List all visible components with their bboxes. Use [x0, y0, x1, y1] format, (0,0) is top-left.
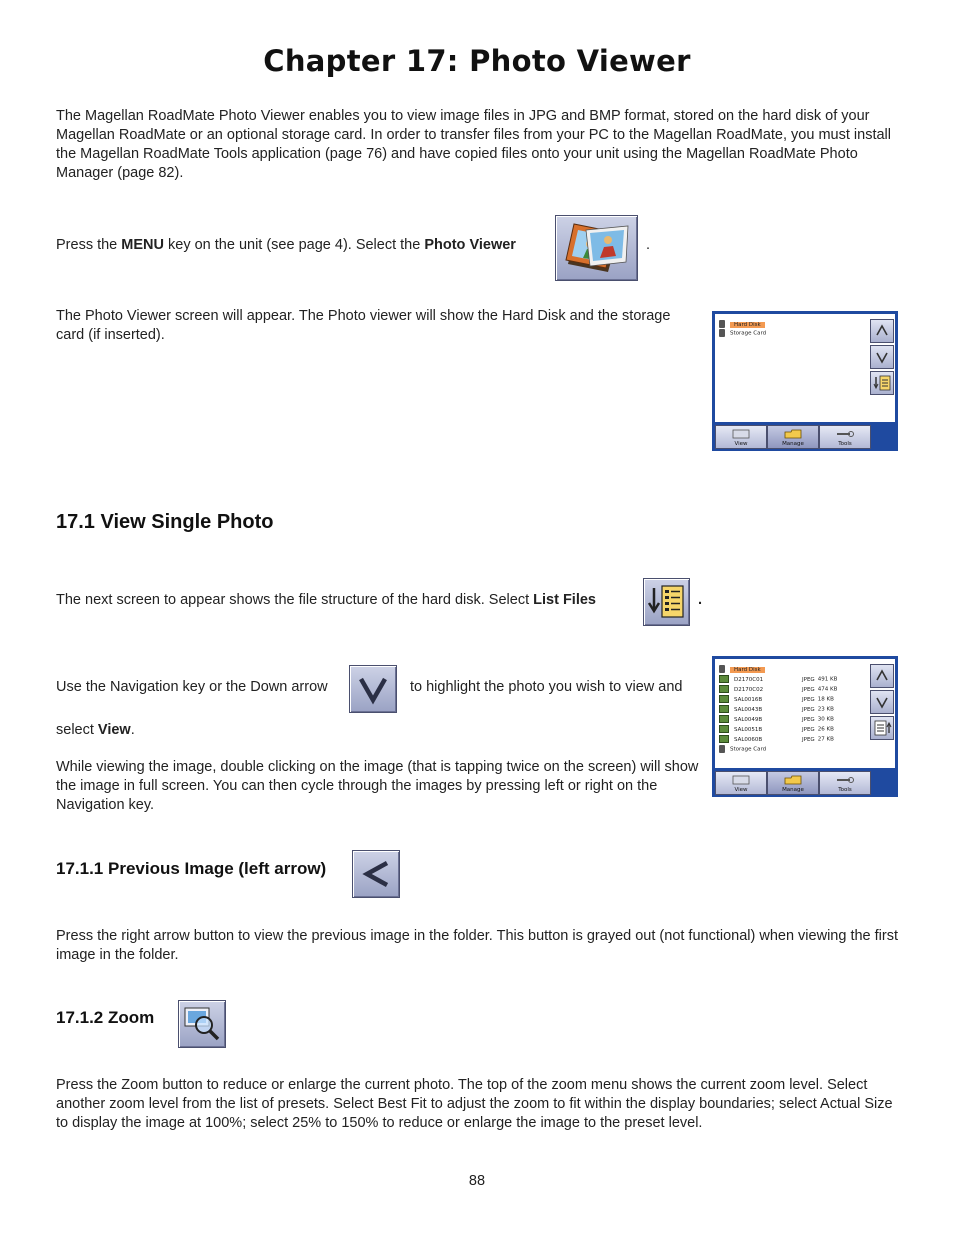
list-files-button[interactable] — [870, 371, 894, 395]
image-file-icon — [719, 695, 729, 703]
toolbar-tools-button[interactable]: Tools — [819, 425, 871, 449]
toolbar-manage-button[interactable]: Manage — [767, 425, 819, 449]
next-screen-end: . — [698, 592, 703, 608]
drive-list — [715, 314, 895, 422]
list-item-hard-disk[interactable]: Hard Disk — [719, 320, 765, 328]
list-files-label: List Files — [533, 592, 596, 608]
file-row[interactable]: SAL0049B JPEG 30 KB — [719, 715, 834, 723]
image-file-icon — [719, 705, 729, 713]
list-item-hard-disk[interactable]: Hard Disk — [719, 665, 765, 673]
scroll-down-button[interactable] — [870, 345, 894, 369]
image-file-icon — [719, 735, 729, 743]
nav-text-pre: Use the Navigation key or the Down arrow — [56, 679, 328, 695]
view-label: View — [97, 722, 131, 738]
scroll-down-button[interactable] — [870, 690, 894, 714]
photo-viewer-screen — [712, 311, 898, 451]
storage-card-icon — [719, 329, 725, 337]
image-file-icon — [719, 715, 729, 723]
down-arrow-icon[interactable] — [349, 665, 397, 713]
file-row[interactable]: SAL0051B JPEG 26 KB — [719, 725, 834, 733]
hard-disk-icon — [719, 665, 725, 673]
file-row[interactable]: D2170C02 JPEG 474 KB — [719, 685, 837, 693]
hard-disk-icon — [719, 320, 725, 328]
toolbar-tools-button[interactable]: Tools — [819, 771, 871, 795]
list-files-icon[interactable] — [643, 578, 690, 626]
file-row[interactable]: D2170C01 JPEG 491 KB — [719, 675, 837, 683]
viewer-appear-text: The Photo Viewer screen will appear. The Photo viewer will show the Hard Disk and the storage card (if inserted). — [56, 308, 671, 343]
press-menu-pre: Press the — [56, 237, 122, 253]
toolbar-manage-button[interactable]: Manage — [767, 771, 819, 795]
toolbar-view-button[interactable]: View — [715, 771, 767, 795]
press-menu-text — [56, 236, 556, 255]
previous-image-text: Press the right arrow button to view the previous image in the folder. This button is grayed out (not functional) when viewing the first image in the folder. — [56, 928, 898, 963]
storage-card-icon — [719, 745, 725, 753]
file-row[interactable]: SAL0016B JPEG 18 KB — [719, 695, 834, 703]
zoom-text: Press the Zoom button to reduce or enlarge the current photo. The top of the zoom menu shows the current zoom level. Select another zoom level from the list of presets. Select Best Fit to adjust the zoom to fit within the display boundaries; select Actual Size to display the image at 100%; select 25% to 150% to reduce or enlarge the image to the preset level. — [56, 1077, 893, 1131]
left-arrow-icon[interactable] — [352, 850, 400, 898]
nav-select-pre: select — [56, 722, 98, 738]
file-list — [715, 659, 895, 768]
scroll-up-button[interactable] — [870, 664, 894, 688]
press-menu-mid: key on the unit (see page 4). Select the — [163, 237, 425, 253]
next-screen-text — [56, 591, 646, 610]
list-item-storage-card[interactable]: Storage Card — [719, 745, 766, 753]
nav-select-text — [56, 721, 135, 740]
menu-key-label: MENU — [121, 237, 164, 253]
file-list-screen — [712, 656, 898, 797]
image-file-icon — [719, 725, 729, 733]
image-file-icon — [719, 685, 729, 693]
file-row[interactable]: SAL0060B JPEG 27 KB — [719, 735, 834, 743]
viewing-text: While viewing the image, double clicking on the image (that is tapping twice on the screen) will show the image in full screen. You can then cycle through the images by pressing left or right on the Navigation key. — [56, 759, 699, 813]
scroll-up-button[interactable] — [870, 319, 894, 343]
section-heading-17-1-1: 17.1.1 Previous Image (left arrow) — [56, 859, 327, 878]
page-number: 88 — [468, 1173, 486, 1189]
page-title: Chapter 17: Photo Viewer — [263, 44, 691, 78]
toolbar-view-button[interactable]: View — [715, 425, 767, 449]
section-heading-17-1: 17.1 View Single Photo — [56, 511, 274, 533]
section-heading-17-1-2: 17.1.2 Zoom — [56, 1008, 155, 1027]
next-screen-pre: The next screen to appear shows the file structure of the hard disk. Select — [56, 592, 534, 608]
file-details-button[interactable] — [870, 716, 894, 740]
photo-viewer-icon[interactable] — [555, 215, 638, 281]
image-file-icon — [719, 675, 729, 683]
nav-text-post: to highlight the photo you wish to view and — [410, 679, 683, 695]
list-item-storage-card[interactable]: Storage Card — [719, 329, 766, 337]
photo-viewer-label: Photo Viewer — [424, 237, 516, 253]
file-row[interactable]: SAL0043B JPEG 23 KB — [719, 705, 834, 713]
nav-select-end: . — [130, 722, 135, 738]
press-menu-end: . — [646, 237, 651, 253]
zoom-icon[interactable] — [178, 1000, 226, 1048]
intro-paragraph: The Magellan RoadMate Photo Viewer enables you to view image files in JPG and BMP format, stored on the hard disk of your Magellan RoadMate or an optional storage card. In order to transfer files from your PC to the Magellan RoadMate, you must install the Magellan RoadMate Tools application (page 76) and have copied files onto your unit using the Magellan RoadMate Photo Manager (page 82). — [56, 108, 891, 181]
